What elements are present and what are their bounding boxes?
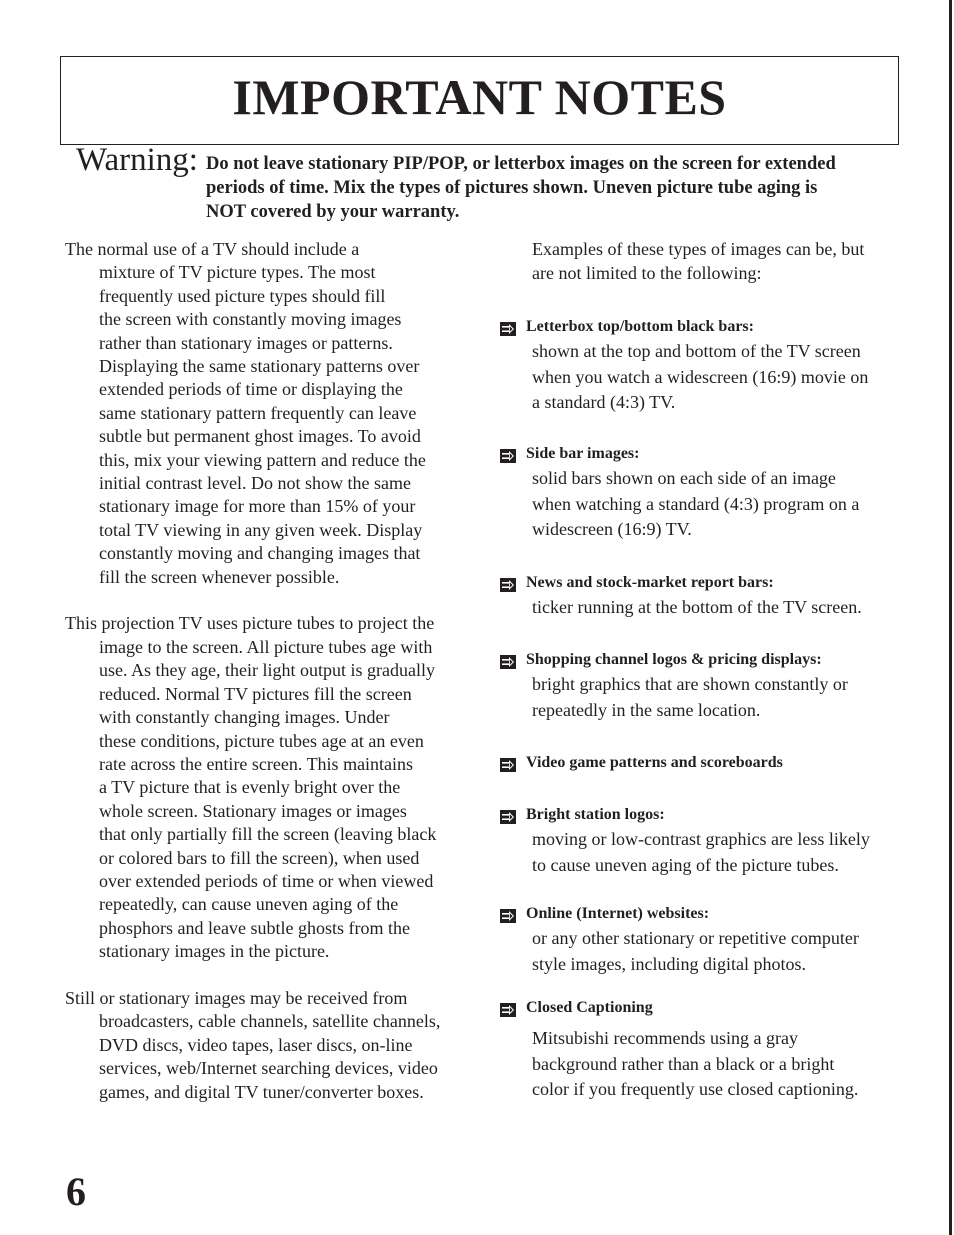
paragraph-line: total TV viewing in any given week. Display: [99, 519, 423, 540]
right-column: [500, 237, 910, 1099]
example-description: [532, 926, 910, 977]
paragraph-line: rather than stationary images or patterns.: [99, 332, 393, 353]
page-number: 6: [66, 1169, 86, 1214]
paragraph-line: or colored bars to fill the screen), when used: [99, 847, 420, 868]
paragraph-line: stationary images in the picture.: [99, 941, 330, 962]
paragraph-line: services, web/Internet searching devices, video: [99, 1058, 438, 1079]
example-title: Side bar images:: [526, 445, 640, 462]
paragraph-line: use. As they age, their light output is gradually: [99, 660, 435, 681]
example-description: [532, 1026, 910, 1103]
description-line: a standard (4:3) TV.: [532, 392, 676, 412]
paragraph-line: this, mix your viewing pattern and reduce the: [99, 449, 426, 470]
description-line: when watching a standard (4:3) program on a: [532, 493, 860, 514]
arrow-right-box-icon: [500, 653, 516, 667]
paragraph-line: whole screen. Stationary images or images: [99, 800, 407, 821]
paragraph-line: This projection TV uses picture tubes to project the: [65, 613, 435, 634]
arrow-right-box-icon: [500, 808, 516, 822]
paragraph-line: Still or stationary images may be received from: [65, 987, 408, 1008]
arrow-right-box-icon: [500, 756, 516, 770]
paragraph-line: games, and digital TV tuner/converter boxes.: [99, 1081, 424, 1102]
example-item: [500, 753, 910, 773]
paragraph-line: a TV picture that is evenly bright over the: [99, 777, 401, 798]
paragraph-line: phosphors and leave subtle ghosts from the: [99, 917, 410, 938]
arrow-right-box-icon: [500, 576, 516, 590]
example-heading: [500, 805, 910, 825]
paragraph-line: stationary image for more than 15% of your: [99, 496, 416, 517]
example-title: Bright station logos:: [526, 806, 665, 823]
paragraph-line: with constantly changing images. Under: [99, 707, 390, 728]
example-title: Online (Internet) websites:: [526, 905, 710, 922]
description-line: Mitsubishi recommends using a gray: [532, 1028, 798, 1048]
example-title: Shopping channel logos & pricing displays:: [526, 651, 822, 668]
example-heading: [500, 650, 910, 670]
arrow-right-box-icon: [500, 1001, 516, 1015]
arrow-right-box-icon: [500, 447, 516, 461]
examples-intro: [532, 237, 910, 285]
description-line: solid bars shown on each side of an image: [532, 468, 836, 488]
example-title: Letterbox top/bottom black bars:: [526, 318, 754, 335]
example-heading: [500, 753, 910, 773]
example-item: [500, 444, 910, 543]
example-description: [532, 672, 910, 723]
example-item: [500, 650, 910, 723]
description-line: widescreen (16:9) TV.: [532, 519, 692, 539]
paragraph-line: same stationary pattern frequently can leave: [99, 402, 417, 423]
example-description: [532, 466, 910, 543]
example-item: [500, 573, 910, 621]
example-heading: [500, 317, 910, 337]
example-description: [532, 827, 910, 878]
paragraph-line: extended periods of time or displaying the: [99, 379, 403, 400]
warning-line: Do not leave stationary PIP/POP, or letterbox images on the screen for extended: [206, 154, 836, 174]
paragraph-line: broadcasters, cable channels, satellite channels,: [99, 1011, 441, 1032]
example-item: [500, 317, 910, 416]
example-description: [532, 595, 910, 621]
warning-line: NOT covered by your warranty.: [206, 202, 460, 222]
page-title: IMPORTANT NOTES: [232, 69, 727, 125]
paragraph-line: rate across the entire screen. This maintains: [99, 753, 414, 774]
paragraph-line: over extended periods of time or when viewed: [99, 870, 434, 891]
warning-text: [206, 152, 906, 224]
example-description: [532, 339, 910, 416]
paragraph-line: frequently used picture types should fill: [99, 285, 386, 306]
paragraph-line: constantly moving and changing images that: [99, 543, 421, 564]
paragraph-line: DVD discs, video tapes, laser discs, on-line: [99, 1034, 413, 1055]
description-line: when you watch a widescreen (16:9) movie on: [532, 366, 869, 387]
title-box: [60, 56, 899, 145]
description-line: color if you frequently use closed captioning.: [532, 1079, 859, 1099]
example-heading: [500, 444, 910, 464]
intro-line: Examples of these types of images can be, but: [532, 239, 865, 259]
paragraph-line: these conditions, picture tubes age at an even: [99, 730, 424, 751]
example-heading: [500, 998, 910, 1018]
description-line: ticker running at the bottom of the TV screen.: [532, 597, 862, 617]
arrow-right-box-icon: [500, 907, 516, 921]
body-paragraph: [65, 612, 485, 963]
body-paragraph: [65, 987, 485, 1104]
paragraph-line: the screen with constantly moving images: [99, 309, 402, 330]
paragraph-line: repeatedly, can cause uneven aging of the: [99, 894, 399, 915]
left-column: [65, 238, 485, 1127]
paragraph-line: that only partially fill the screen (leaving black: [99, 824, 437, 845]
paragraph-line: Displaying the same stationary patterns over: [99, 356, 420, 377]
body-paragraph: [65, 238, 485, 589]
arrow-right-box-icon: [500, 320, 516, 334]
description-line: background rather than a black or a bright: [532, 1053, 835, 1074]
paragraph-line: image to the screen. All picture tubes age with: [99, 636, 433, 657]
description-line: style images, including digital photos.: [532, 953, 806, 974]
example-item: [500, 904, 910, 977]
description-line: or any other stationary or repetitive computer: [532, 928, 859, 948]
example-title: Video game patterns and scoreboards: [526, 754, 783, 771]
paragraph-line: fill the screen whenever possible.: [99, 566, 340, 587]
example-item: [500, 998, 910, 1103]
description-line: bright graphics that are shown constantly or: [532, 674, 848, 694]
paragraph-line: initial contrast level. Do not show the same: [99, 473, 411, 494]
example-heading: [500, 573, 910, 593]
warning-line: periods of time. Mix the types of pictures shown. Uneven picture tube aging is: [206, 178, 818, 198]
example-title: Closed Captioning: [526, 999, 653, 1016]
warning-label: Warning:: [76, 142, 198, 178]
description-line: moving or low-contrast graphics are less likely: [532, 829, 870, 849]
example-item: [500, 805, 910, 878]
paragraph-line: The normal use of a TV should include a: [65, 239, 360, 259]
example-title: News and stock-market report bars:: [526, 574, 774, 591]
paragraph-line: subtle but permanent ghost images. To avoid: [99, 426, 421, 447]
paragraph-line: mixture of TV picture types. The most: [99, 262, 376, 283]
example-heading: [500, 904, 910, 924]
description-line: repeatedly in the same location.: [532, 699, 761, 720]
page-edge-rule: [949, 0, 952, 1235]
description-line: shown at the top and bottom of the TV screen: [532, 341, 861, 361]
description-line: to cause uneven aging of the picture tubes.: [532, 854, 839, 875]
intro-line: are not limited to the following:: [532, 263, 762, 283]
paragraph-line: reduced. Normal TV pictures fill the screen: [99, 683, 412, 704]
